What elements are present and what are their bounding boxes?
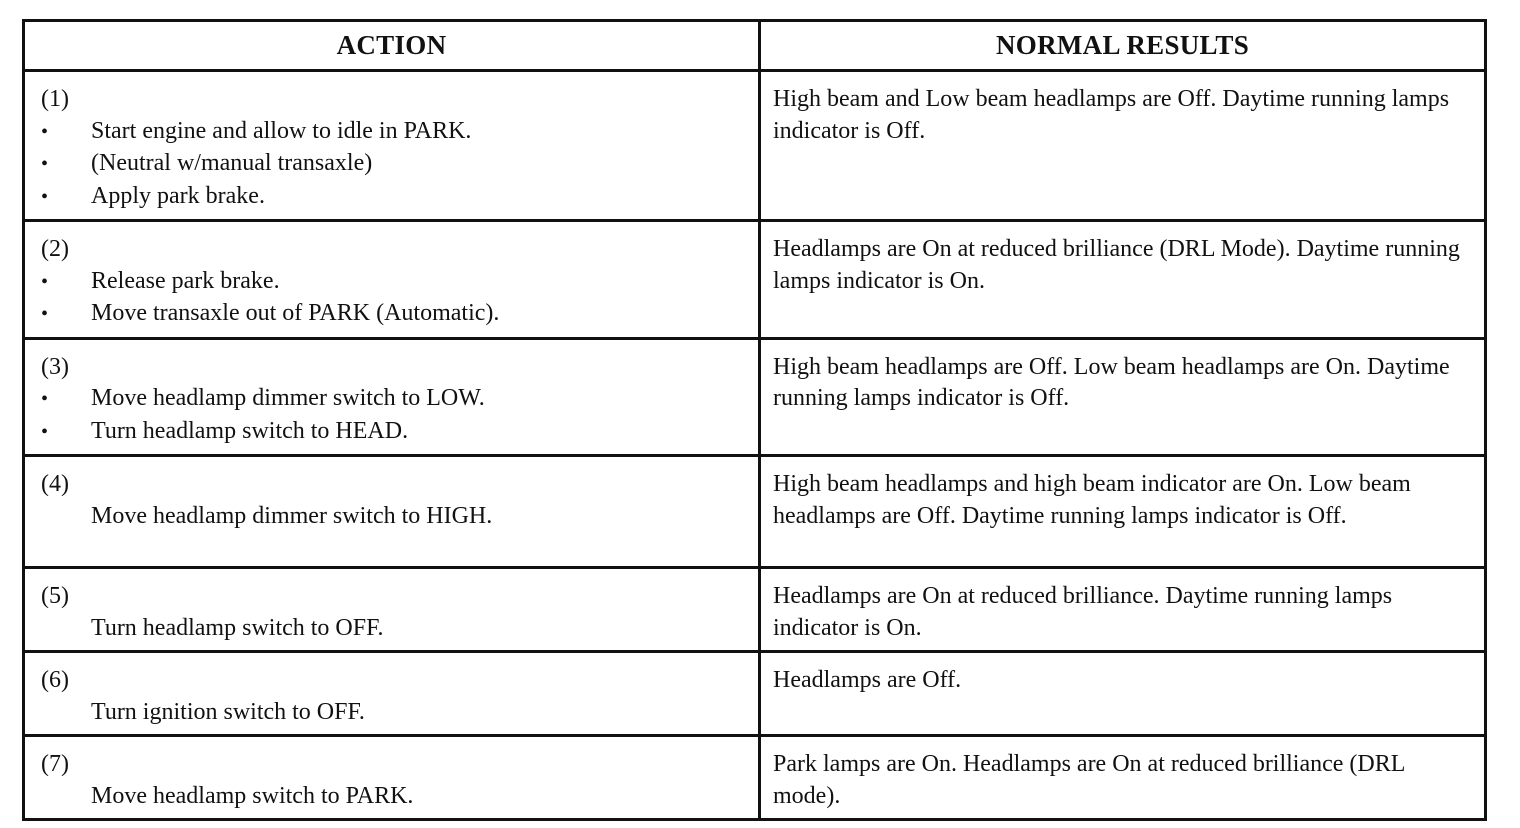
action-step-text: Turn ignition switch to OFF. bbox=[91, 698, 365, 725]
bullet-icon: • bbox=[41, 270, 49, 293]
bullet-icon: • bbox=[41, 120, 49, 143]
action-step-item bbox=[41, 181, 744, 214]
action-step-item bbox=[41, 266, 744, 299]
table-row bbox=[24, 221, 1486, 339]
normal-result-text: Headlamps are On at reduced brilliance. Daytime running lamps indicator is On. bbox=[773, 583, 1393, 641]
table-header-row bbox=[24, 21, 1486, 71]
action-cell bbox=[24, 568, 760, 652]
action-cell bbox=[24, 221, 760, 339]
normal-results-column-header: NORMAL RESULTS bbox=[760, 21, 1486, 71]
action-cell bbox=[24, 456, 760, 568]
step-number: (5) bbox=[41, 583, 69, 609]
normal-result-text: High beam headlamps are Off. Low beam headlamps are On. Daytime running lamps indicator is Off. bbox=[773, 353, 1450, 411]
bullet-icon: • bbox=[41, 185, 49, 208]
bullet-icon: • bbox=[41, 388, 49, 410]
step-number: (7) bbox=[41, 751, 69, 777]
action-step-text: Apply park brake. bbox=[91, 182, 265, 209]
action-step-item bbox=[41, 148, 744, 181]
normal-result-cell bbox=[760, 736, 1486, 820]
action-step-text: Move headlamp switch to PARK. bbox=[91, 782, 414, 809]
normal-result-cell bbox=[760, 338, 1486, 456]
action-cell bbox=[24, 736, 760, 820]
action-step-item bbox=[41, 383, 744, 416]
step-number: (1) bbox=[41, 86, 69, 112]
table-row bbox=[24, 71, 1486, 221]
action-step-item bbox=[41, 116, 744, 149]
table-row bbox=[24, 338, 1486, 456]
normal-result-cell bbox=[760, 456, 1486, 568]
normal-result-text: High beam headlamps and high beam indicator are On. Low beam headlamps are Off. Daytime running lamps indicator is Off. bbox=[773, 471, 1411, 529]
bullet-icon: • bbox=[41, 303, 49, 325]
drl-test-table bbox=[22, 19, 1487, 821]
table-row bbox=[24, 456, 1486, 568]
normal-result-cell bbox=[760, 568, 1486, 652]
normal-result-cell bbox=[760, 221, 1486, 339]
normal-result-cell bbox=[760, 71, 1486, 221]
table-row bbox=[24, 652, 1486, 736]
action-step-text: Move transaxle out of PARK (Automatic). bbox=[91, 300, 500, 326]
action-step-text: (Neutral w/manual transaxle) bbox=[91, 150, 373, 176]
action-step-item bbox=[41, 298, 744, 331]
normal-result-cell bbox=[760, 652, 1486, 736]
action-cell bbox=[24, 338, 760, 456]
table-row bbox=[24, 568, 1486, 652]
normal-result-text: Headlamps are Off. bbox=[773, 667, 962, 693]
action-step-text: Move headlamp dimmer switch to LOW. bbox=[91, 385, 485, 411]
action-cell bbox=[24, 652, 760, 736]
bullet-icon: • bbox=[41, 153, 49, 175]
step-number: (2) bbox=[41, 236, 69, 262]
normal-result-text: High beam and Low beam headlamps are Off. Daytime running lamps indicator is Off. bbox=[773, 86, 1450, 144]
step-number: (3) bbox=[41, 353, 69, 380]
action-step-text: Turn headlamp switch to HEAD. bbox=[91, 417, 409, 444]
table-row bbox=[24, 736, 1486, 820]
table-body bbox=[24, 71, 1486, 820]
action-column-header: ACTION bbox=[24, 21, 760, 71]
step-number: (6) bbox=[41, 667, 69, 693]
action-cell bbox=[24, 71, 760, 221]
action-step-text: Start engine and allow to idle in PARK. bbox=[91, 117, 472, 144]
action-step-text: Turn headlamp switch to OFF. bbox=[91, 614, 384, 641]
normal-result-text: Headlamps are On at reduced brilliance (DRL Mode). Daytime running lamps indicator is On. bbox=[773, 236, 1460, 294]
action-step-text: Move headlamp dimmer switch to HIGH. bbox=[91, 502, 493, 529]
step-number: (4) bbox=[41, 471, 69, 497]
action-step-text: Release park brake. bbox=[91, 267, 280, 294]
action-step-item bbox=[41, 416, 744, 449]
normal-result-text: Park lamps are On. Headlamps are On at reduced brilliance (DRL mode). bbox=[773, 751, 1405, 809]
bullet-icon: • bbox=[41, 420, 49, 443]
